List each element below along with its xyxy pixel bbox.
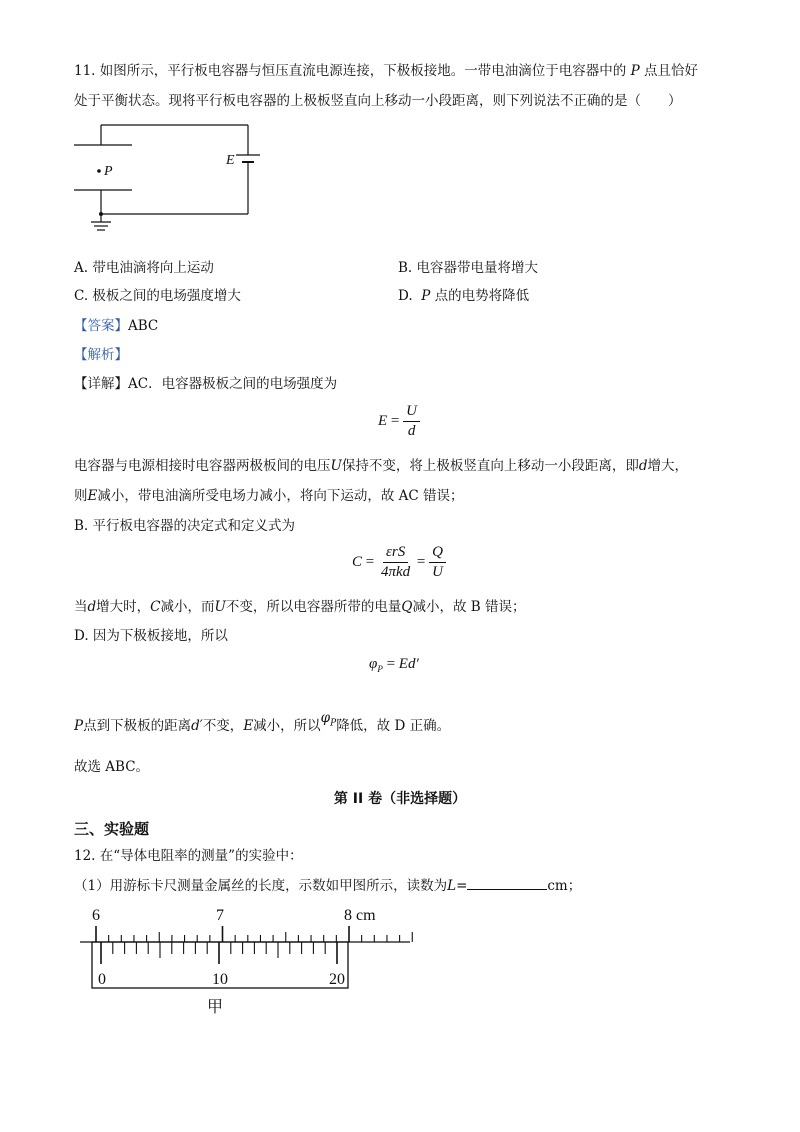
option-d-prefix: D. — [398, 288, 413, 304]
answer-value: ABC — [128, 318, 159, 334]
para2-b: 减小，带电油滴所受电场力减小，将向下运动，故 AC 错误； — [97, 488, 464, 504]
para4-sub: P — [330, 718, 337, 729]
option-c: C. 极板之间的电场强度增大 — [74, 288, 241, 304]
option-b: B. 电容器带电量将增大 — [398, 260, 539, 276]
para4-f: 降低，故 D 正确。 — [336, 718, 451, 734]
main-label-7: 7 — [216, 907, 224, 924]
main-label-8cm: 8 cm — [344, 907, 376, 924]
option-a: A. 带电油滴将向上运动 — [74, 260, 214, 276]
formula1-eq: = — [387, 412, 404, 429]
formula3-lhs: φ — [369, 656, 378, 672]
formula2-lhs: C — [352, 553, 363, 570]
section3-title: 三、实验题 — [74, 820, 150, 838]
answer-tag: 【答案】 — [74, 318, 128, 334]
para3-e: 减小，而 — [160, 599, 215, 615]
oil-drop-dot — [97, 169, 101, 173]
formula2-eq1: = — [362, 553, 378, 570]
formula-e-field — [378, 403, 420, 440]
capacitor-circuit-diagram — [66, 120, 266, 238]
b-line: B. 平行板电容器的决定式和定义式为 — [74, 518, 296, 534]
option-d — [398, 286, 529, 306]
para1-d: d — [638, 458, 648, 474]
d-line: D. 因为下极板接地，所以 — [74, 628, 228, 644]
analysis-tag: 【解析】 — [74, 347, 128, 363]
para3-q: Q — [401, 599, 413, 615]
formula1-num: U — [403, 403, 420, 422]
q11-stem-line2: 处于平衡状态。现将平行板电容器的上极板竖直向上移动一小段距离，则下列说法不正确的是（ ） — [74, 93, 682, 109]
formula2-fraction2 — [429, 544, 446, 581]
formula-capacitance — [352, 544, 446, 581]
answer-blank — [467, 875, 547, 890]
q12-sub1-l: L — [447, 878, 457, 894]
q12-sub1 — [74, 875, 581, 896]
q11-stem-text: 11. 如图所示，平行板电容器与恒压直流电源连接，下极板接地。一带电油滴位于电容器中的 — [74, 63, 627, 79]
formula2-eq2: = — [413, 553, 430, 570]
formula2-num1: εrS — [383, 544, 408, 563]
answer-line — [74, 316, 158, 336]
option-d-symbol: P — [421, 288, 431, 304]
q11-stem-line1 — [74, 61, 698, 81]
para3-c: C — [150, 599, 161, 615]
figure-caption: 甲 — [206, 997, 224, 1016]
formula2-den1: 4πkd — [380, 564, 411, 580]
formula3-eq: = — [382, 656, 399, 672]
para3-d: d — [87, 599, 97, 615]
para3-u: U — [214, 599, 226, 615]
q12-sub1-unit: cm； — [547, 878, 582, 894]
label-p: P — [104, 164, 113, 179]
q12-sub1-a: （1）用游标卡尺测量金属丝的长度，示数如甲图所示，读数为 — [74, 878, 448, 894]
para3-a: 当 — [74, 599, 88, 615]
vernier-label-0: 0 — [98, 971, 106, 988]
vernier-label-10: 10 — [212, 971, 228, 988]
para4-b: 不变， — [202, 718, 244, 734]
q12-stem: 12. 在“导体电阻率的测量”的实验中： — [74, 848, 303, 864]
q12-sub1-eq: = — [456, 878, 468, 894]
formula3-rhs: Ed′ — [398, 656, 419, 672]
vernier-caliper-figure — [74, 900, 419, 1025]
formula2-den2: U — [432, 564, 443, 580]
formula1-fraction — [403, 403, 420, 440]
para1-u: U — [330, 458, 342, 474]
para1-b: 保持不变，将上极板竖直向上移动一小段距离，即 — [341, 458, 639, 474]
formula1-lhs: E — [378, 412, 388, 429]
para4-d: d′ — [191, 718, 203, 734]
label-e: E — [226, 153, 235, 168]
para3-b: 增大时， — [96, 599, 151, 615]
q11-stem-end: 点且恰好 — [643, 63, 698, 79]
formula2-fraction1 — [378, 544, 413, 581]
vernier-label-20: 20 — [329, 971, 345, 988]
para4-c: 减小，所以 — [253, 718, 321, 734]
para3-f: 不变，所以电容器所带的电量 — [225, 599, 402, 615]
formula3-sub: P — [377, 664, 383, 674]
para1 — [74, 456, 688, 476]
detail-ac-line — [74, 374, 337, 394]
detail-ac-text: AC．电容器极板之间的电场强度为 — [128, 376, 338, 392]
para3 — [74, 597, 525, 617]
detail-tag: 【详解】 — [74, 376, 128, 392]
para4 — [74, 710, 451, 742]
para4-a: 点到下极板的距离 — [83, 718, 192, 734]
formula2-num2: Q — [429, 544, 446, 563]
para1-c: 增大， — [647, 458, 689, 474]
para1-a: 电容器与电源相接时电容器两极板间的电压 — [74, 458, 331, 474]
main-scale-ticks — [96, 926, 412, 942]
part2-title: 第 II 卷（非选择题） — [333, 791, 467, 807]
para4-phi-group — [320, 710, 337, 729]
para4-p: P — [74, 718, 84, 734]
vernier-scale-ticks — [101, 942, 337, 964]
para4-phi: φ — [320, 710, 331, 726]
main-label-6: 6 — [92, 907, 100, 924]
conclusion: 故选 ABC。 — [74, 759, 150, 775]
option-d-text: 点的电势将降低 — [434, 288, 530, 304]
para3-g: 减小，故 B 错误； — [412, 599, 526, 615]
q11-p-symbol: P — [630, 63, 640, 79]
para2-a: 则 — [74, 488, 88, 504]
para4-e: E — [243, 718, 254, 734]
formula1-den: d — [407, 423, 416, 439]
formula-potential — [369, 656, 419, 674]
para2-e: E — [87, 488, 98, 504]
para2 — [74, 486, 464, 506]
